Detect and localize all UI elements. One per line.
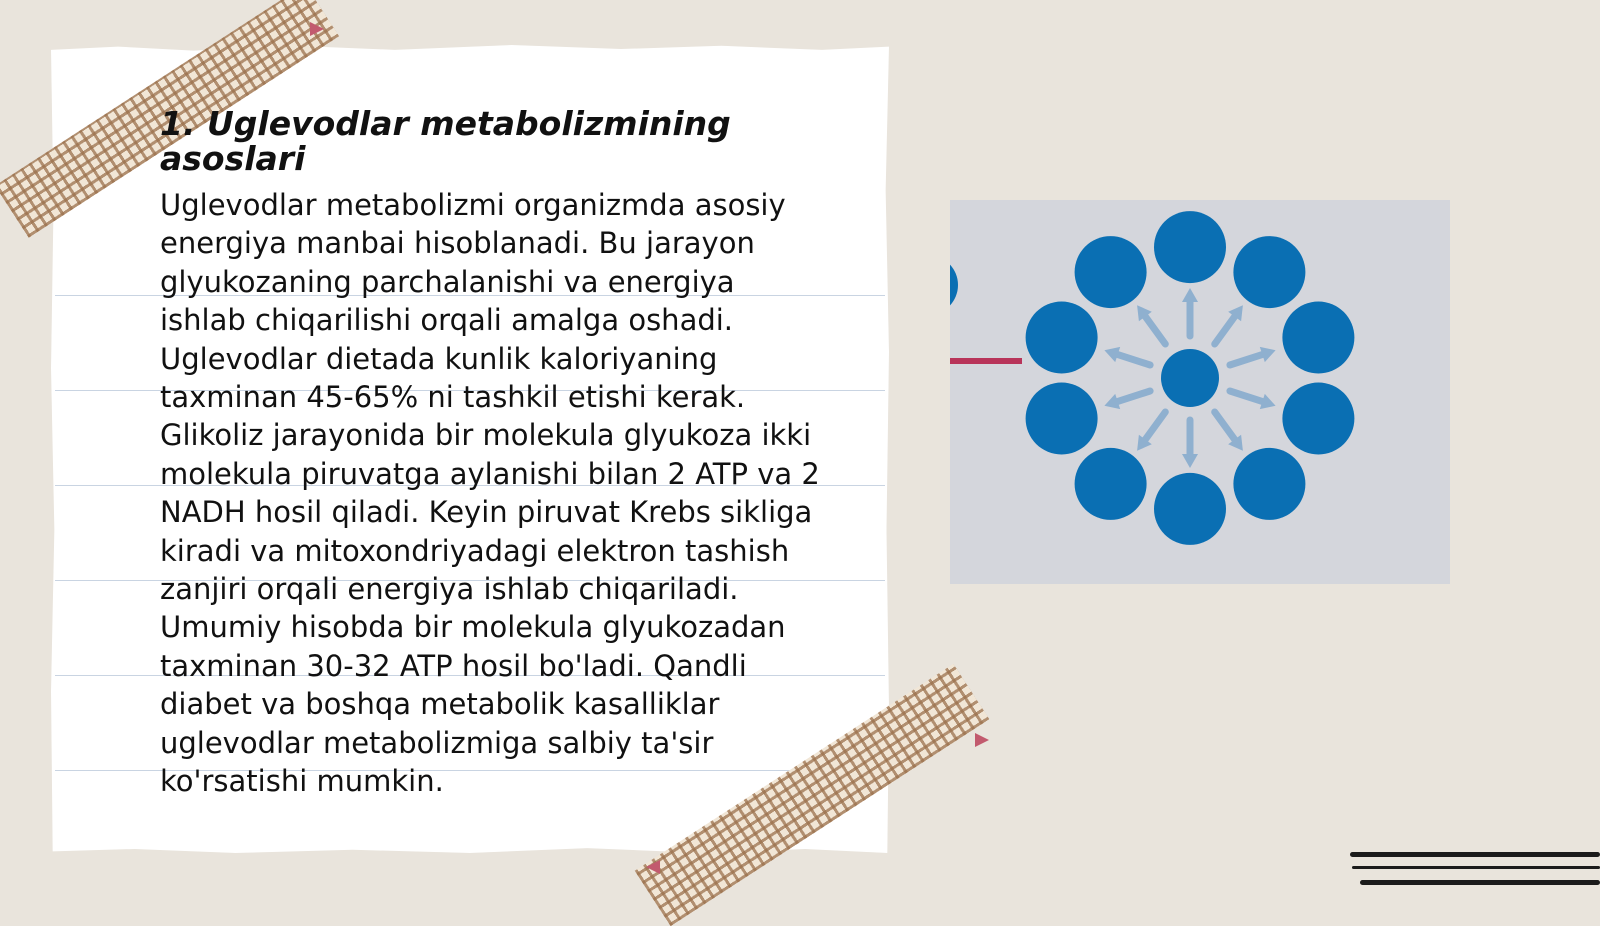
diagram-arrow — [1143, 412, 1165, 443]
diagram-arrow-head — [1182, 288, 1198, 302]
body-line: energiya manbai hisoblanadi. Bu jarayon — [160, 226, 755, 261]
body-line: kiradi va mitoxondriyadagi elektron tashish — [160, 533, 790, 568]
body-line: glyukozaning parchalanishi va energiya — [160, 264, 735, 299]
decorative-stroke — [1360, 880, 1600, 885]
diagram-node — [1282, 302, 1354, 374]
body-line: Uglevodlar metabolizmi organizmda asosiy — [160, 188, 786, 222]
diagram-arrow — [1114, 353, 1150, 365]
cycle-diagram-graphic — [950, 200, 1450, 584]
body-line: diabet va boshqa metabolik kasalliklar — [160, 687, 720, 722]
diagram-node — [1075, 448, 1147, 520]
body-line: molekula piruvatga aylanishi bilan 2 ATP va 2 — [160, 456, 820, 491]
slide-title: 1. Uglevodlar metabolizmining asoslari — [160, 104, 731, 178]
tape-tip-bottom-right — [975, 733, 989, 747]
tape-tip-top-left — [310, 22, 324, 36]
diagram-node — [1154, 473, 1226, 545]
body-line: taxminan 45-65% ni tashkil etishi kerak. — [160, 380, 746, 415]
body-line: Glikoliz jarayonida bir molekula glyukoza ikki — [160, 418, 812, 453]
diagram-arrow-head — [1182, 454, 1198, 468]
body-line: zanjiri orqali energiya ishlab chiqariladi. — [160, 572, 739, 607]
tape-tip-bottom-left — [646, 860, 660, 874]
body-line: ishlab chiqarilishi orqali amalga oshadi. — [160, 303, 734, 338]
body-line: taxminan 30-32 ATP hosil bo'ladi. Qandli — [160, 648, 747, 683]
diagram-center-node — [1161, 349, 1219, 407]
decorative-stroke — [1350, 852, 1600, 857]
body-line: ko'rsatishi mumkin. — [160, 764, 444, 799]
slide-body-text — [160, 186, 840, 801]
diagram-node — [1233, 236, 1305, 308]
cycle-diagram-image — [950, 200, 1450, 584]
body-line: Umumiy hisobda bir molekula glyukozadan — [160, 610, 786, 645]
diagram-arrow — [1114, 391, 1150, 403]
body-line: NADH hosil qiladi. Keyin piruvat Krebs sikliga — [160, 495, 813, 530]
diagram-arrow — [1215, 313, 1237, 344]
diagram-arrow — [1230, 391, 1266, 403]
diagram-arrow — [1230, 353, 1266, 365]
body-line: Uglevodlar dietada kunlik kaloriyaning — [160, 341, 718, 376]
diagram-node — [1233, 448, 1305, 520]
diagram-node — [1154, 211, 1226, 283]
body-line: uglevodlar metabolizmiga salbiy ta'sir — [160, 725, 714, 760]
diagram-arrow — [1143, 313, 1165, 344]
diagram-arrow — [1215, 412, 1237, 443]
diagram-node — [1075, 236, 1147, 308]
diagram-node — [950, 255, 958, 315]
diagram-nodes — [950, 211, 1354, 545]
diagram-node — [1282, 383, 1354, 455]
diagram-node — [1026, 302, 1098, 374]
diagram-connector-line — [950, 358, 1022, 364]
decorative-stroke — [1352, 866, 1600, 869]
diagram-node — [1026, 383, 1098, 455]
